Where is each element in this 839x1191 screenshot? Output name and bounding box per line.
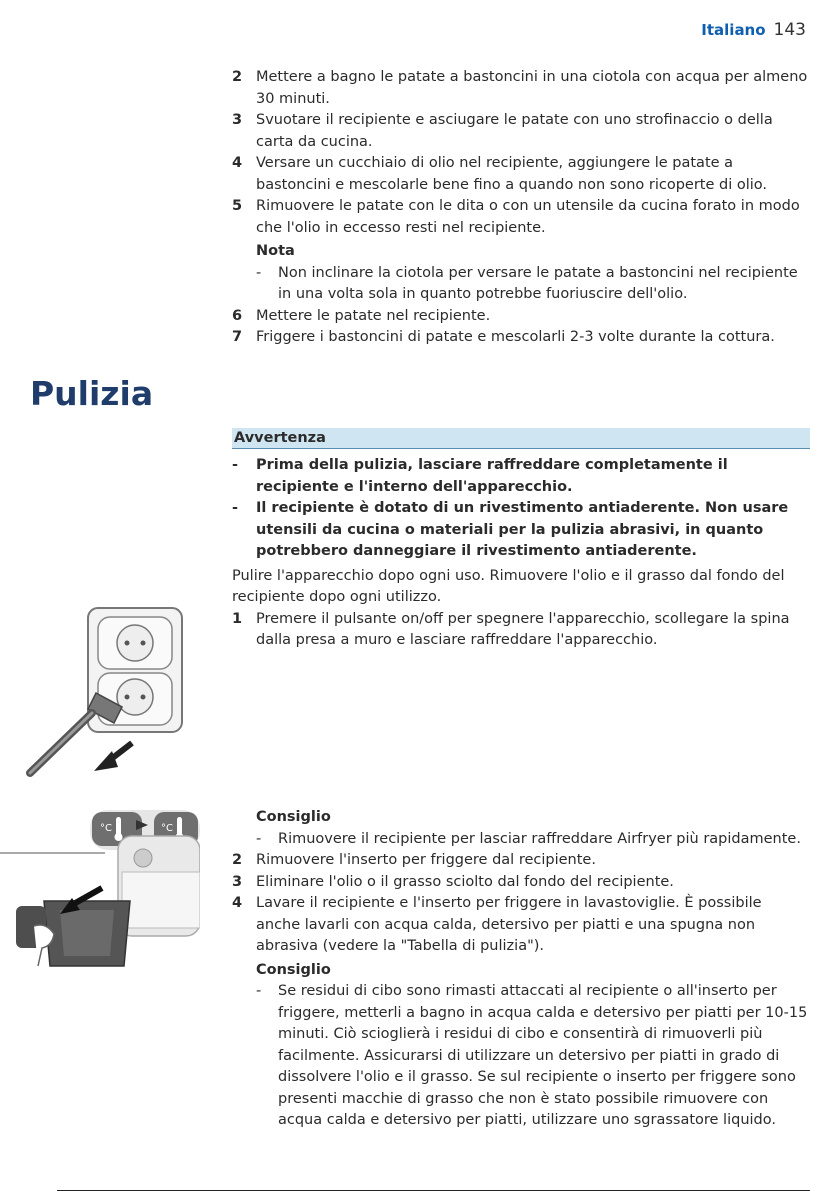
step-3: 3 Svuotare il recipiente e asciugare le patate con uno strofinaccio o della carta da cucina. xyxy=(232,112,773,150)
svg-text:°C: °C xyxy=(100,823,112,834)
warning-item: - Il recipiente è dotato di un rivestimento antiaderente. Non usare utensili da cucina o materiali per la pulizia abrasivi, in quanto potrebbero danneggiare il rivestimento antiaderente. xyxy=(232,500,789,559)
warning-list xyxy=(232,455,810,563)
cleaning-steps xyxy=(232,805,810,1132)
cleaning-step-4: 4 Lavare il recipiente e l'inserto per friggere in lavastoviglie. È possibile anche lavarli con acqua calda, detersivo per piatti e una spugna non abrasiva (vedere la "Tabella di pulizia"). xyxy=(232,895,762,954)
step-2: 2 Mettere a bagno le patate a bastoncini in una ciotola con acqua per almeno 30 minuti. xyxy=(232,69,808,107)
tip-title: Consiglio xyxy=(256,809,331,825)
note-item: - Non inclinare la ciotola per versare le patate a bastoncini nel recipiente in una volta sola in quanto potrebbe fuoriuscire dell'olio. xyxy=(256,264,798,302)
tip-item: - Rimuovere il recipiente per lasciar raffreddare Airfryer più rapidamente. xyxy=(256,830,801,847)
cleaning-block xyxy=(232,428,810,652)
step-6: 6 Mettere le patate nel recipiente. xyxy=(232,307,491,324)
step-7: 7 Friggere i bastoncini di patate e mescolarli 2-3 volte durante la cottura. xyxy=(232,329,775,345)
unplug-illustration xyxy=(26,605,186,780)
cleaning-step-1: 1 Premere il pulsante on/off per spegnere l'apparecchio, scollegare la spina dalla presa a muro e lasciare raffreddare l'apparecchio. xyxy=(232,610,790,648)
svg-text:°C: °C xyxy=(161,823,173,834)
note-title: Nota xyxy=(256,243,295,259)
section-title: Pulizia xyxy=(30,374,154,413)
warning-item: - Prima della pulizia, lasciare raffreddare completamente il recipiente e l'interno dell'apparecchio. xyxy=(232,457,728,495)
steps-top xyxy=(232,67,810,349)
cleaning-step-3: 3 Eliminare l'olio o il grasso sciolto dal fondo del recipiente. xyxy=(232,873,674,890)
step-5: 5 Rimuovere le patate con le dita o con un utensile da cucina forato in modo che l'olio in eccesso resti nel recipiente. xyxy=(232,198,800,236)
warning-header: Avvertenza xyxy=(232,428,810,449)
airfryer-illustration xyxy=(0,806,200,976)
language-label: Italiano xyxy=(701,21,766,39)
tip-title: Consiglio xyxy=(256,961,331,978)
cleaning-step-2: 2 Rimuovere l'inserto per friggere dal recipiente. xyxy=(232,852,596,868)
tip-item: - Se residui di cibo sono rimasti attaccati al recipiente o all'inserto per friggere, metterli a bagno in acqua calda e detersivo per piatti per 10-15 minuti. Ciò scioglierà i residui di cibo e consentirà di rimuoverli più facilmente. Assicurarsi di utilizzare un detersivo per piatti in grado di dissolvere l'olio e il grasso. Se sul recipiente o inserto per friggere sono presenti macchie di grasso che non è stato possibile rimuovere con acqua calda e detersivo per piatti, utilizzare uno sgrassatore liquido. xyxy=(256,983,808,1128)
intro-text: Pulire l'apparecchio dopo ogni uso. Rimuovere l'olio e il grasso dal fondo del recipiente dopo ogni utilizzo. xyxy=(232,567,785,605)
step-4: 4 Versare un cucchiaio di olio nel recipiente, aggiungere le patate a bastoncini e mescolarle bene fino a quando non sono ricoperte di olio. xyxy=(232,155,768,193)
page-header xyxy=(701,20,806,42)
dial-icon xyxy=(134,849,152,867)
page-number: 143 xyxy=(773,20,806,40)
